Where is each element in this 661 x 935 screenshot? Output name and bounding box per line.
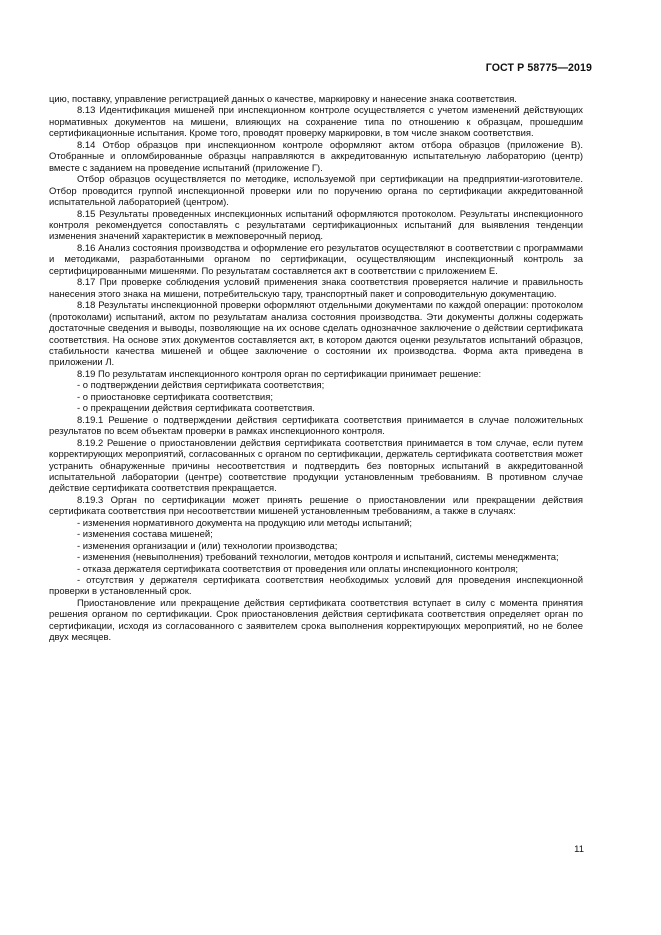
document-body	[49, 94, 583, 644]
paragraph-8-19-3: 8.19.3 Орган по сертификации может принять решение о приостановлении или прекращении действия сертификата соответствия при несоответствии мишеней установленным требованиям, а также в случаях:	[49, 494, 583, 518]
paragraph-suspension-effect: Приостановление или прекращение действия сертификата соответствия вступает в силу с момента принятия решения органом по сертификации. Срок приостановления действия сертификата соответствия определяет орган по сертификации, исходя из согласованного с заявителем срока выполнения корректирующих мероприятий, но не более двух месяцев.	[49, 597, 583, 644]
list-item: - о прекращении действия сертификата соответствия.	[77, 403, 315, 415]
paragraph-8-19-1: 8.19.1 Решение о подтверждении действия сертификата соответствия принимается в случае положительных результатов по всем объектам проверки в рамках инспекционного контроля.	[49, 414, 583, 438]
paragraph-8-18: 8.18 Результаты инспекционной проверки оформляют отдельными документами по каждой операции: протоколом (протоколами) испытаний, актом по результатам анализа состояния производства. Эти документы должны содержать достаточные сведения и выводы, позволяющие на их основе сделать однозначное заключение о действии сертификата соответствия. На основе этих документов составляется акт, в котором даются оценки результатов испытаний образцов, стабильности качества мишеней и общее заключение о состоянии их производства. Форма акта приведена в приложении Л.	[49, 300, 583, 369]
page-header-standard-id: ГОСТ Р 58775—2019	[485, 62, 592, 74]
list-item: - отсутствия у держателя сертификата соответствия необходимых условий для проведения инспекционной проверки в установленный срок.	[49, 575, 583, 598]
list-item: - о подтверждении действия сертификата соответствия;	[77, 380, 325, 392]
paragraph-8-14: 8.14 Отбор образцов при инспекционном контроле оформляют актом отбора образцов (приложение В). Отобранные и опломбированные образцы направляются в аккредитованную испытательную лабораторию (центр) вместе с заданием на проведение испытаний (приложение Г).	[49, 139, 583, 174]
page-number: 11	[574, 844, 584, 855]
list-item: - отказа держателя сертификата соответствия от проведения или оплаты инспекционного контроля;	[77, 563, 518, 575]
paragraph-8-13: 8.13 Идентификация мишеней при инспекционном контроле осуществляется с учетом изменений действующих нормативных документов на мишени, влияющих на сохранение типа по отношению к образцам, прошедшим сертификационные испытания. Кроме того, проводят проверку маркировки, в том числе знаком соответствия.	[49, 105, 583, 140]
list-item: - о приостановке сертификата соответствия;	[77, 391, 273, 403]
paragraph-8-17: 8.17 При проверке соблюдения условий применения знака соответствия проверяется наличие и правильность нанесения этого знака на мишени, потребительскую тару, транспортный пакет и сопроводительную документацию.	[49, 277, 583, 300]
list-item: - изменения состава мишеней;	[77, 529, 213, 541]
paragraph-continuation: цию, поставку, управление регистрацией данных о качестве, маркировку и нанесение знака соответствия.	[49, 94, 517, 105]
list-item: - изменения (невыполнения) требований технологии, методов контроля и испытаний, системы менеджмента;	[77, 552, 559, 564]
paragraph-8-15: 8.15 Результаты проведенных инспекционных испытаний оформляются протоколом. Результаты инспекционного контроля рекомендуется сопоставлять с результатами сертификационных испытаний для выявления тенденции изменения значений характеристик в межповерочный период.	[49, 208, 583, 243]
list-item: - изменения организации и (или) технологии производства;	[77, 540, 338, 552]
paragraph-8-19-2: 8.19.2 Решение о приостановлении действия сертификата соответствия принимается в том случае, если путем корректирующих мероприятий, согласованных с органом по сертификации, держатель сертификата соответствия может устранить обнаруженные причины несоответствия и подтвердить без повторных испытаний в аккредитованной испытательной лаборатории (центре) соответствие продукции установленным требованиям. В противном случае действие сертификата соответствия прекращается.	[49, 437, 583, 495]
paragraph-8-19: 8.19 По результатам инспекционного контроля орган по сертификации принимает решение:	[77, 368, 482, 380]
paragraph-8-16: 8.16 Анализ состояния производства и оформление его результатов осуществляют в соответствии с программами и методиками, разработанными органом по сертификации, осуществляющим инспекционный контроль за сертифицированными мишенями. По результатам составляется акт в соответствии с приложением Е.	[49, 242, 583, 277]
paragraph-sampling: Отбор образцов осуществляется по методике, используемой при сертификации на предприятии-изготовителе. Отбор проводится группой инспекционной проверки или по поручению органа по сертификации аккредитованной испытательной лабораторией (центром).	[49, 174, 583, 209]
list-item: - изменения нормативного документа на продукцию или методы испытаний;	[77, 517, 413, 529]
